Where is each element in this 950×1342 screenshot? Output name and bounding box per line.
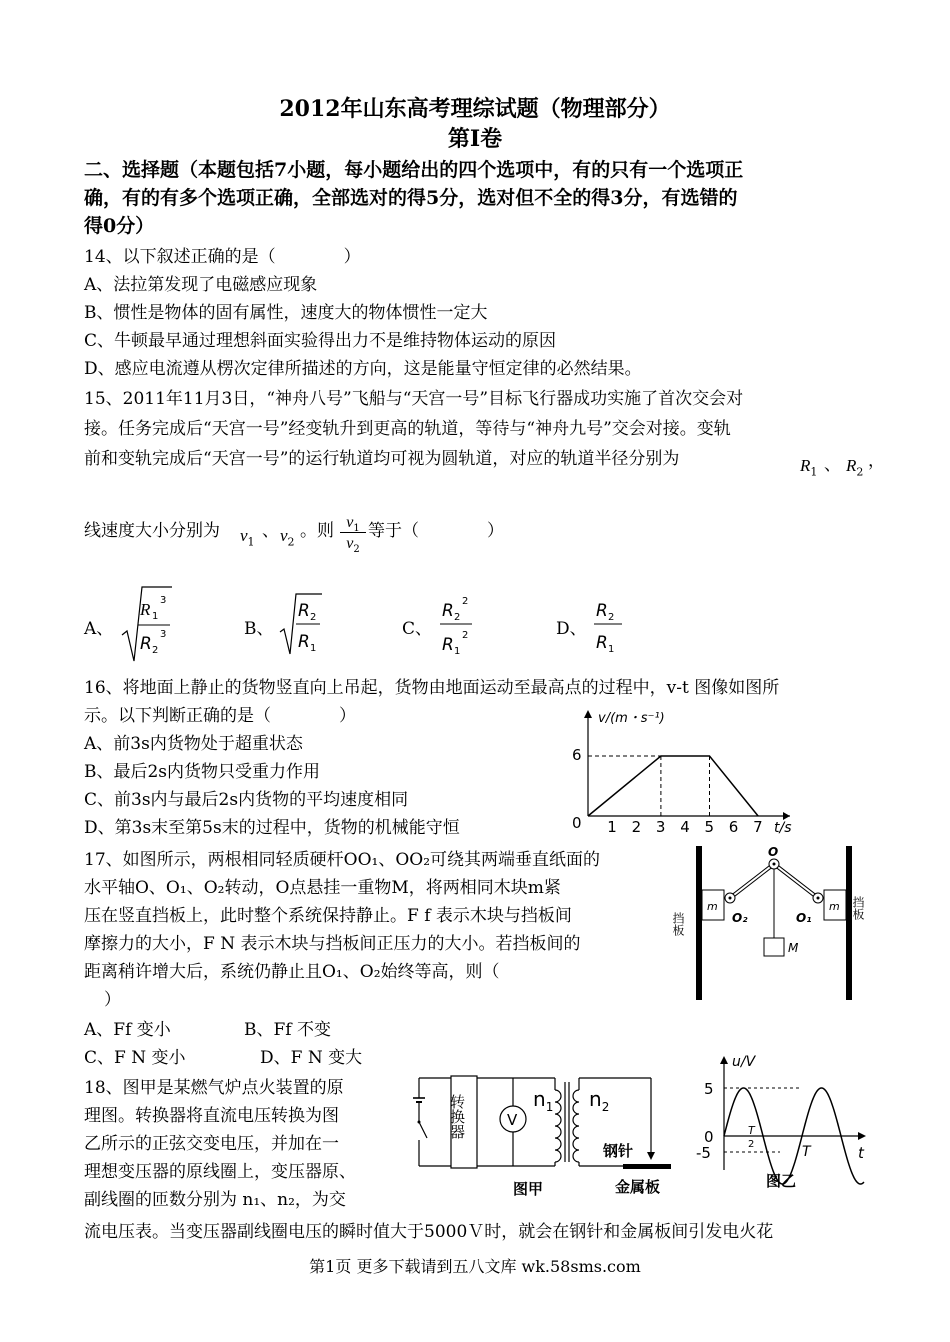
q18-line-5: 副线圈的匝数分别为 n₁、n₂，为交 <box>84 1190 346 1210</box>
q15-option-d-formula <box>592 594 626 658</box>
svg-text:1: 1 <box>310 643 317 654</box>
q16-option-c: C、前3s内与最后2s内货物的平均速度相同 <box>84 790 409 810</box>
x-tick-1: 1 <box>607 818 617 836</box>
q15-option-c-formula <box>438 590 478 660</box>
n2-label: $n_2$ <box>589 1087 610 1114</box>
q15-v2: $v_2$ <box>280 526 295 549</box>
q17-option-a: A、Ff 变小 <box>84 1020 171 1040</box>
q16-line-2: 示。以下判断正确的是（ ） <box>84 706 356 726</box>
q15-v-separator: 、 <box>262 521 279 541</box>
q18-last-line: 流电压表。当变压器副线圈电压的瞬时值大于5000Ｖ时，就会在钢针和金属板间引发电火花 <box>84 1222 774 1242</box>
q16-line-1: 16、将地面上静止的货物竖直向上吊起，货物由地面运动至最高点的过程中，v-t 图像如图所 <box>84 678 780 698</box>
svg-text:2: 2 <box>152 645 159 656</box>
voltmeter-label: V <box>507 1111 518 1129</box>
t-period-label: T <box>802 1144 811 1160</box>
right-wall <box>846 846 852 1000</box>
q14-option-d: D、感应电流遵从楞次定律所描述的方向，这是能量守恒定律的必然结果。 <box>84 359 642 379</box>
y-tick-0: 0 <box>704 1128 714 1146</box>
svg-text:2: 2 <box>462 630 469 641</box>
q18-line-4: 理想变压器的原线圈上，变压器原、 <box>84 1162 356 1182</box>
q15-line-1: 15、2011年11月3日，“神舟八号”飞船与“天宫一号”目标飞行器成功实施了首次交会对 <box>84 389 744 409</box>
caption-jia: 图甲 <box>513 1180 544 1198</box>
x-tick-2: 2 <box>631 818 642 836</box>
q16-option-b: B、最后2s内货物只受重力作用 <box>84 762 321 782</box>
svg-text:R: R <box>298 632 310 652</box>
q15-option-b-label: B、 <box>244 619 274 639</box>
svg-text:2: 2 <box>310 612 317 623</box>
q14-stem: 14、以下叙述正确的是（ ） <box>84 247 361 267</box>
left-wall <box>696 846 702 1000</box>
q15-option-a-label: A、 <box>84 619 114 639</box>
q15-fraction: $v_1$ $v_2$ <box>340 512 366 555</box>
q17-line-2: 水平轴O、O₁、O₂转动，O点悬挂一重物M，将两相同木块m紧 <box>84 878 561 898</box>
section-line-3: 得0分） <box>84 215 155 237</box>
svg-text:2: 2 <box>608 612 615 623</box>
left-wall-label: 挡板 <box>671 912 685 936</box>
label-o1: O₁ <box>796 911 812 925</box>
q17-line-6: ） <box>104 990 121 1010</box>
half-t-num: T <box>748 1124 755 1137</box>
left-block-label: m <box>707 900 718 913</box>
q16-option-a: A、前3s内货物处于超重状态 <box>84 734 303 754</box>
svg-text:R: R <box>596 601 608 621</box>
q14-option-b: B、惯性是物体的固有属性，速度大的物体惯性一定大 <box>84 303 488 323</box>
svg-text:R: R <box>140 600 151 619</box>
q17-line-1: 17、如图所示，两根相同轻质硬杆OO₁、OO₂可绕其两端垂直纸面的 <box>84 850 601 870</box>
q17-figure <box>668 842 888 1004</box>
q18-line-2: 理图。转换器将直流电压转换为图 <box>84 1106 339 1126</box>
right-wall-label: 挡板 <box>851 896 865 920</box>
page-footer: 第1页 更多下载请到五八文库 wk.58sms.com <box>309 1257 641 1276</box>
q15-option-a-formula <box>118 585 174 665</box>
svg-text:R: R <box>298 601 310 621</box>
q17-line-5: 距离稍许增大后，系统仍静止且O₁、O₂始终等高，则（ <box>84 962 500 982</box>
vt-graph <box>560 700 800 840</box>
y-tick-6: 6 <box>572 746 582 764</box>
svg-text:R: R <box>140 634 152 654</box>
svg-text:2: 2 <box>454 612 461 623</box>
svg-text:1: 1 <box>152 611 159 622</box>
u-axis-label: u/V <box>732 1054 756 1070</box>
q17-option-c: C、F N 变小 <box>84 1048 186 1068</box>
svg-text:R: R <box>442 635 454 655</box>
q17-line-4: 摩擦力的大小，F N 表示木块与挡板间正压力的大小。若挡板间的 <box>84 934 581 954</box>
q15-option-d-label: D、 <box>556 619 587 639</box>
q17-line-3: 压在竖直挡板上，此时整个系统保持静止。F f 表示木块与挡板间 <box>84 906 572 926</box>
secondary-coil <box>573 1090 579 1162</box>
primary-coil <box>555 1090 561 1162</box>
svg-text:R: R <box>596 633 608 653</box>
x-tick-4: 4 <box>680 818 690 836</box>
q15-comma: ， <box>868 451 885 471</box>
svg-text:R: R <box>442 601 454 621</box>
sine-figure <box>690 1048 870 1196</box>
q15-option-c-label: C、 <box>402 619 433 639</box>
weight-label: M <box>788 941 799 955</box>
label-o: O <box>768 845 779 859</box>
svg-text:3: 3 <box>160 629 167 640</box>
svg-text:3: 3 <box>160 595 167 606</box>
metal-plate <box>623 1164 671 1169</box>
section-line-2: 确，有的有多个选项正确，全部选对的得5分，选对但不全的得3分，有选错的 <box>84 187 738 209</box>
half-t-den: 2 <box>748 1139 755 1150</box>
right-block-label: m <box>829 900 840 913</box>
q15-line-3: 前和变轨完成后“天宫一号”的运行轨道均可视为圆轨道，对应的轨道半径分别为 <box>84 449 680 469</box>
q17-option-d: D、F N 变大 <box>260 1048 363 1068</box>
svg-text:2: 2 <box>462 596 469 607</box>
q15-line-2: 接。任务完成后“天宫一号”经变轨升到更高的轨道，等待与“神舟九号”交会对接。变轨 <box>84 419 731 439</box>
page-subtitle: 第Ⅰ卷 <box>447 126 503 152</box>
origin-label: 0 <box>572 814 582 832</box>
section-line-1: 二、选择题（本题包括7小题，每小题给出的四个选项中，有的只有一个选项正 <box>84 159 744 181</box>
q16-option-d: D、第3s末至第5s末的过程中，货物的机械能守恒 <box>84 818 460 838</box>
switch <box>419 1122 427 1138</box>
svg-text:1: 1 <box>608 644 615 655</box>
x-tick-6: 6 <box>728 818 739 836</box>
weight-m <box>764 938 784 956</box>
x-tick-7: 7 <box>753 818 763 836</box>
q17-option-b: B、Ff 不变 <box>244 1020 331 1040</box>
x-axis-arrow <box>783 812 790 820</box>
q15-line-4c: 等于（ ） <box>368 521 504 541</box>
q15-line-4a: 线速度大小分别为 <box>84 521 220 541</box>
converter-label: 转换器 <box>448 1094 466 1139</box>
q15-option-b-formula <box>278 592 324 656</box>
q14-option-a: A、法拉第发现了电磁感应现象 <box>84 275 318 295</box>
circuit-figure <box>405 1072 675 1202</box>
x-tick-3: 3 <box>655 818 666 836</box>
vt-series-line <box>588 756 758 816</box>
x-axis-label: t/s <box>774 820 792 836</box>
y-tick-5: 5 <box>704 1080 714 1098</box>
svg-text:1: 1 <box>454 646 461 657</box>
q14-option-c: C、牛顿最早通过理想斜面实验得出力不是维持物体运动的原因 <box>84 331 557 351</box>
plate-label: 金属板 <box>615 1178 661 1196</box>
q15-line-4b: 。则 <box>300 521 334 541</box>
n1-label: $n_1$ <box>533 1087 554 1114</box>
q18-line-1: 18、图甲是某燃气炉点火装置的原 <box>84 1078 344 1098</box>
t-axis-label: t <box>858 1144 864 1162</box>
q15-r1: $R_1$ <box>800 456 818 479</box>
y-axis-label: v/(m・s⁻¹) <box>598 711 665 726</box>
x-tick-5: 5 <box>704 818 715 836</box>
q15-r2: $R_2$ <box>846 456 864 479</box>
y-tick-neg5: -5 <box>696 1144 711 1162</box>
caption-yi: 图乙 <box>766 1172 797 1190</box>
y-axis-arrow <box>584 710 592 718</box>
label-o2: O₂ <box>732 911 748 925</box>
needle-label: 钢针 <box>603 1142 634 1160</box>
q15-separator: 、 <box>824 455 841 475</box>
q18-line-3: 乙所示的正弦交变电压，并加在一 <box>84 1134 339 1154</box>
page-title: 2012年山东高考理综试题（物理部分） <box>279 96 671 122</box>
q15-v1: $v_1$ <box>240 526 255 549</box>
